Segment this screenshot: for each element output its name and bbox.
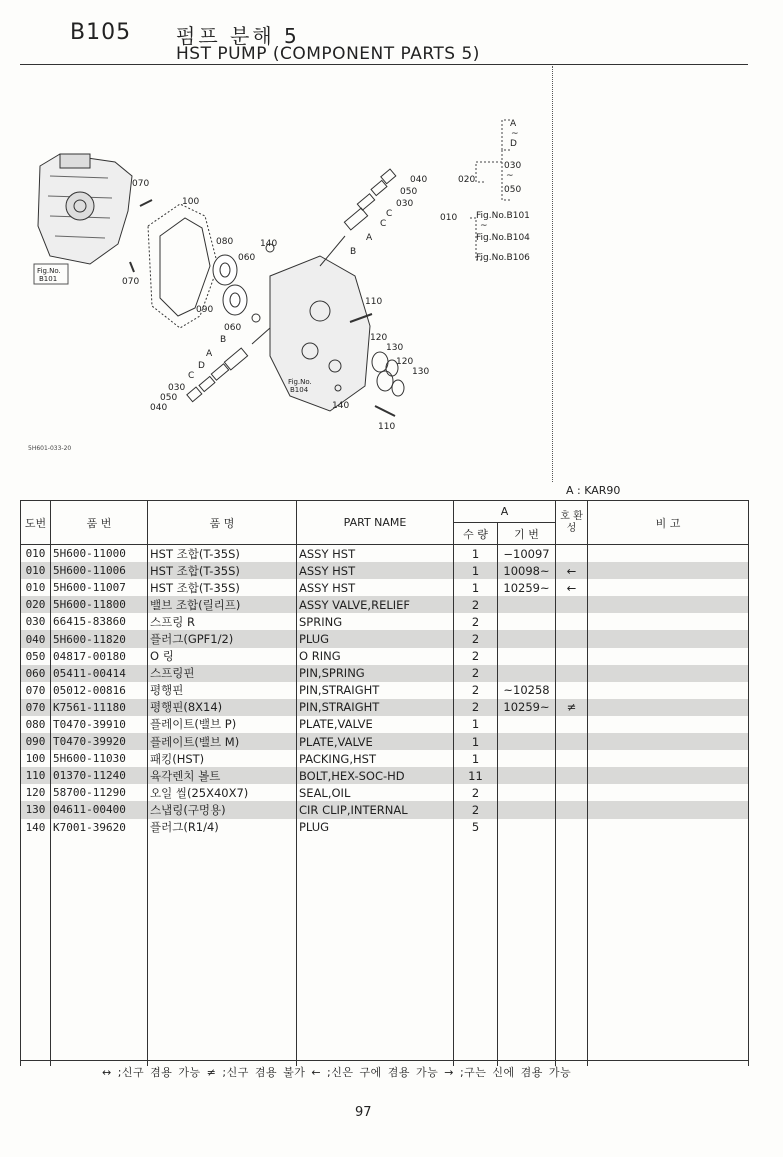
- cell-part-no: 5H600-11820: [51, 630, 148, 647]
- svg-text:140: 140: [260, 239, 278, 249]
- cell-name-ko: 스냅링(구멍용): [148, 801, 297, 818]
- svg-text:Fig.No.B101: Fig.No.B101: [476, 211, 530, 221]
- col-part-no: 품 번: [51, 501, 148, 545]
- cell-part-no: 04611-00400: [51, 801, 148, 818]
- cell-interchange: [556, 648, 588, 665]
- col-no: 도번: [21, 501, 51, 545]
- cell-part-no: K7561-11180: [51, 699, 148, 716]
- reference-chart: [440, 110, 550, 280]
- table-row: [21, 630, 749, 647]
- svg-text:040: 040: [410, 175, 428, 185]
- col-remarks: 비 고: [588, 501, 749, 545]
- svg-text:~: ~: [480, 221, 488, 231]
- svg-text:B104: B104: [290, 386, 309, 394]
- cell-part-no: 5H600-11006: [51, 562, 148, 579]
- cell-serial: [498, 596, 556, 613]
- table-row: [21, 562, 749, 579]
- cell-serial: −10097: [498, 545, 556, 563]
- pump-block-shape: [270, 256, 370, 411]
- cell-name-ko: 평행핀(8X14): [148, 699, 297, 716]
- svg-text:020: 020: [458, 175, 476, 185]
- cell-remarks: [588, 630, 749, 647]
- cell-no: 110: [21, 767, 51, 784]
- cell-serial: [498, 750, 556, 767]
- drawing-ref: 5H601-033-20: [28, 445, 72, 452]
- cell-serial: [498, 733, 556, 750]
- cell-qty: 1: [454, 562, 498, 579]
- cell-serial: ~10258: [498, 682, 556, 699]
- svg-text:C: C: [386, 209, 393, 219]
- svg-text:A: A: [206, 349, 213, 359]
- svg-text:110: 110: [378, 422, 396, 432]
- cell-name-en: ASSY HST: [297, 562, 454, 579]
- table-row: [21, 648, 749, 665]
- cell-name-en: ASSY VALVE,RELIEF: [297, 596, 454, 613]
- col-group-a: A: [454, 501, 556, 523]
- cell-interchange: [556, 596, 588, 613]
- table-row: [21, 545, 749, 563]
- table-row: [21, 750, 749, 767]
- cell-qty: 5: [454, 819, 498, 836]
- col-name-en: PART NAME: [297, 501, 454, 545]
- svg-text:040: 040: [150, 403, 168, 413]
- cell-qty: 1: [454, 733, 498, 750]
- col-name-ko: 품 명: [148, 501, 297, 545]
- cell-serial: [498, 613, 556, 630]
- cell-no: 010: [21, 562, 51, 579]
- cell-no: 070: [21, 699, 51, 716]
- filler-cell: [454, 836, 498, 1066]
- cell-remarks: [588, 562, 749, 579]
- col-serial: 기 번: [498, 523, 556, 545]
- header-title-en: HST PUMP (COMPONENT PARTS 5): [176, 44, 480, 64]
- cell-remarks: [588, 750, 749, 767]
- cell-name-ko: 스프링 R: [148, 613, 297, 630]
- cell-remarks: [588, 784, 749, 801]
- cell-interchange: [556, 545, 588, 563]
- cell-serial: 10259~: [498, 579, 556, 596]
- legend-kar: A : KAR90: [566, 484, 621, 497]
- cell-serial: [498, 630, 556, 647]
- cell-name-en: PLATE,VALVE: [297, 733, 454, 750]
- svg-text:Fig.No.: Fig.No.: [288, 378, 312, 386]
- cell-qty: 1: [454, 750, 498, 767]
- cell-interchange: [556, 665, 588, 682]
- cell-no: 010: [21, 579, 51, 596]
- cell-name-en: PLATE,VALVE: [297, 716, 454, 733]
- cell-name-en: PACKING,HST: [297, 750, 454, 767]
- cell-name-ko: 플러그(GPF1/2): [148, 630, 297, 647]
- cell-serial: [498, 665, 556, 682]
- cell-part-no: 5H600-11000: [51, 545, 148, 563]
- cell-part-no: 01370-11240: [51, 767, 148, 784]
- footer-rule: [20, 1060, 748, 1061]
- cell-remarks: [588, 545, 749, 563]
- cell-remarks: [588, 716, 749, 733]
- valve-plate-m: [223, 285, 247, 315]
- cell-interchange: [556, 630, 588, 647]
- cell-qty: 2: [454, 648, 498, 665]
- cell-name-en: PIN,STRAIGHT: [297, 682, 454, 699]
- table-row: [21, 596, 749, 613]
- cell-name-en: ASSY HST: [297, 545, 454, 563]
- table-row: [21, 716, 749, 733]
- cell-no: 030: [21, 613, 51, 630]
- svg-text:050: 050: [160, 393, 178, 403]
- cell-interchange: ≠: [556, 699, 588, 716]
- table-row: [21, 665, 749, 682]
- cell-no: 040: [21, 630, 51, 647]
- cell-name-ko: 평행핀: [148, 682, 297, 699]
- cell-interchange: [556, 819, 588, 836]
- svg-text:A: A: [510, 119, 517, 129]
- svg-text:110: 110: [365, 297, 383, 307]
- svg-text:D: D: [510, 139, 517, 149]
- cell-qty: 2: [454, 665, 498, 682]
- valve-plate-p: [213, 255, 237, 285]
- cell-no: 010: [21, 545, 51, 563]
- cell-name-ko: 스프링핀: [148, 665, 297, 682]
- svg-text:120: 120: [370, 333, 388, 343]
- cell-serial: [498, 716, 556, 733]
- table-row: [21, 733, 749, 750]
- svg-text:C: C: [380, 219, 387, 229]
- table-row: [21, 613, 749, 630]
- parts-table: [20, 500, 749, 1066]
- header-title-ko: 펌프 분해 5: [176, 24, 300, 48]
- cell-name-ko: 육각렌치 볼트: [148, 767, 297, 784]
- cell-name-ko: 패킹(HST): [148, 750, 297, 767]
- page-number: 97: [355, 1105, 372, 1120]
- cell-serial: [498, 648, 556, 665]
- table-row: [21, 784, 749, 801]
- cell-qty: 1: [454, 716, 498, 733]
- cell-qty: 2: [454, 682, 498, 699]
- svg-text:A: A: [366, 233, 373, 243]
- cell-name-en: BOLT,HEX-SOC-HD: [297, 767, 454, 784]
- filler-cell: [556, 836, 588, 1066]
- svg-text:130: 130: [412, 367, 430, 377]
- cell-remarks: [588, 579, 749, 596]
- header-code: B105: [70, 20, 132, 45]
- cell-remarks: [588, 613, 749, 630]
- cell-qty: 2: [454, 801, 498, 818]
- svg-text:100: 100: [182, 197, 200, 207]
- cell-part-no: T0470-39920: [51, 733, 148, 750]
- cell-name-en: CIR CLIP,INTERNAL: [297, 801, 454, 818]
- cell-name-ko: 플러그(R1/4): [148, 819, 297, 836]
- svg-text:~: ~: [506, 171, 514, 181]
- cell-qty: 2: [454, 784, 498, 801]
- cell-name-ko: O 링: [148, 648, 297, 665]
- cell-part-no: 05411-00414: [51, 665, 148, 682]
- cell-no: 100: [21, 750, 51, 767]
- cell-serial: [498, 767, 556, 784]
- cell-serial: [498, 784, 556, 801]
- cell-name-en: PIN,STRAIGHT: [297, 699, 454, 716]
- cell-no: 130: [21, 801, 51, 818]
- cell-no: 020: [21, 596, 51, 613]
- svg-text:030: 030: [168, 383, 186, 393]
- cell-remarks: [588, 767, 749, 784]
- svg-text:070: 070: [122, 277, 140, 287]
- cell-qty: 2: [454, 699, 498, 716]
- col-qty: 수 량: [454, 523, 498, 545]
- cell-no: 140: [21, 819, 51, 836]
- cell-remarks: [588, 682, 749, 699]
- cell-interchange: [556, 750, 588, 767]
- cell-part-no: K7001-39620: [51, 819, 148, 836]
- cell-remarks: [588, 648, 749, 665]
- svg-text:120: 120: [396, 357, 414, 367]
- cell-serial: [498, 801, 556, 818]
- svg-text:050: 050: [504, 185, 522, 195]
- cell-remarks: [588, 733, 749, 750]
- svg-text:~: ~: [511, 129, 519, 139]
- svg-text:Fig.No.B106: Fig.No.B106: [476, 253, 530, 263]
- svg-text:B: B: [220, 335, 227, 345]
- cell-remarks: [588, 596, 749, 613]
- cell-name-ko: HST 조합(T-35S): [148, 545, 297, 563]
- cell-part-no: T0470-39910: [51, 716, 148, 733]
- svg-text:060: 060: [238, 253, 256, 263]
- cell-remarks: [588, 801, 749, 818]
- cell-serial: [498, 819, 556, 836]
- filler-cell: [148, 836, 297, 1066]
- cell-no: 080: [21, 716, 51, 733]
- filler-cell: [588, 836, 749, 1066]
- cell-qty: 11: [454, 767, 498, 784]
- cell-interchange: [556, 716, 588, 733]
- cell-part-no: 58700-11290: [51, 784, 148, 801]
- table-row: [21, 801, 749, 818]
- cell-qty: 1: [454, 545, 498, 563]
- cell-part-no: 66415-83860: [51, 613, 148, 630]
- cell-no: 060: [21, 665, 51, 682]
- cell-part-no: 05012-00816: [51, 682, 148, 699]
- svg-text:050: 050: [400, 187, 418, 197]
- relief-valve-upper: [320, 169, 396, 266]
- cell-serial: 10098~: [498, 562, 556, 579]
- svg-text:130: 130: [386, 343, 404, 353]
- svg-text:060: 060: [224, 323, 242, 333]
- cell-interchange: [556, 682, 588, 699]
- svg-text:140: 140: [332, 401, 350, 411]
- svg-text:010: 010: [440, 213, 458, 223]
- table-row: [21, 699, 749, 716]
- cell-name-ko: HST 조합(T-35S): [148, 562, 297, 579]
- cell-interchange: [556, 733, 588, 750]
- cell-no: 120: [21, 784, 51, 801]
- svg-text:C: C: [188, 371, 195, 381]
- cell-interchange: [556, 784, 588, 801]
- header-rule: [20, 64, 748, 65]
- col-interchange: 호 환 성: [556, 501, 588, 545]
- filler-cell: [51, 836, 148, 1066]
- filler-cell: [297, 836, 454, 1066]
- table-filler: [21, 836, 749, 1066]
- cell-name-ko: 밸브 조합(릴리프): [148, 596, 297, 613]
- svg-text:030: 030: [504, 161, 522, 171]
- cell-name-en: SEAL,OIL: [297, 784, 454, 801]
- filler-cell: [498, 836, 556, 1066]
- cell-name-en: O RING: [297, 648, 454, 665]
- cell-name-ko: 플레이트(밸브 P): [148, 716, 297, 733]
- svg-text:080: 080: [216, 237, 234, 247]
- cell-part-no: 5H600-11800: [51, 596, 148, 613]
- svg-text:090: 090: [196, 305, 214, 315]
- cell-remarks: [588, 819, 749, 836]
- cell-serial: 10259~: [498, 699, 556, 716]
- cell-part-no: 04817-00180: [51, 648, 148, 665]
- cell-name-en: PLUG: [297, 819, 454, 836]
- cell-no: 050: [21, 648, 51, 665]
- cell-part-no: 5H600-11007: [51, 579, 148, 596]
- cell-remarks: [588, 699, 749, 716]
- cell-qty: 2: [454, 596, 498, 613]
- svg-text:B: B: [350, 247, 357, 257]
- cell-no: 090: [21, 733, 51, 750]
- cell-name-en: PIN,SPRING: [297, 665, 454, 682]
- svg-text:070: 070: [132, 179, 150, 189]
- cell-interchange: [556, 801, 588, 818]
- cell-name-ko: 플레이트(밸브 M): [148, 733, 297, 750]
- cell-qty: 2: [454, 630, 498, 647]
- cell-name-en: SPRING: [297, 613, 454, 630]
- cell-interchange: ←: [556, 579, 588, 596]
- svg-text:B101: B101: [39, 275, 58, 283]
- cell-name-ko: 오일 씰(25X40X7): [148, 784, 297, 801]
- svg-text:D: D: [198, 361, 205, 371]
- cell-interchange: [556, 767, 588, 784]
- svg-text:Fig.No.B104: Fig.No.B104: [476, 233, 530, 243]
- cell-name-ko: HST 조합(T-35S): [148, 579, 297, 596]
- table-row: [21, 767, 749, 784]
- cell-qty: 2: [454, 613, 498, 630]
- table-row: [21, 819, 749, 836]
- diagram-divider: [552, 66, 553, 482]
- table-row: [21, 579, 749, 596]
- svg-text:Fig.No.: Fig.No.: [37, 267, 61, 275]
- footer-legend: ↔ ;신구 겸용 가능 ≠ ;신구 겸용 불가 ← ;신은 구에 겸용 가능 → ;구는 신에 겸용 가능: [102, 1066, 572, 1079]
- cell-name-en: PLUG: [297, 630, 454, 647]
- cell-qty: 1: [454, 579, 498, 596]
- cell-part-no: 5H600-11030: [51, 750, 148, 767]
- cell-remarks: [588, 665, 749, 682]
- table-row: [21, 682, 749, 699]
- table-header-row-1: [21, 501, 749, 523]
- cell-no: 070: [21, 682, 51, 699]
- cell-interchange: [556, 613, 588, 630]
- filler-cell: [21, 836, 51, 1066]
- cell-interchange: ←: [556, 562, 588, 579]
- cell-name-en: ASSY HST: [297, 579, 454, 596]
- svg-text:030: 030: [396, 199, 414, 209]
